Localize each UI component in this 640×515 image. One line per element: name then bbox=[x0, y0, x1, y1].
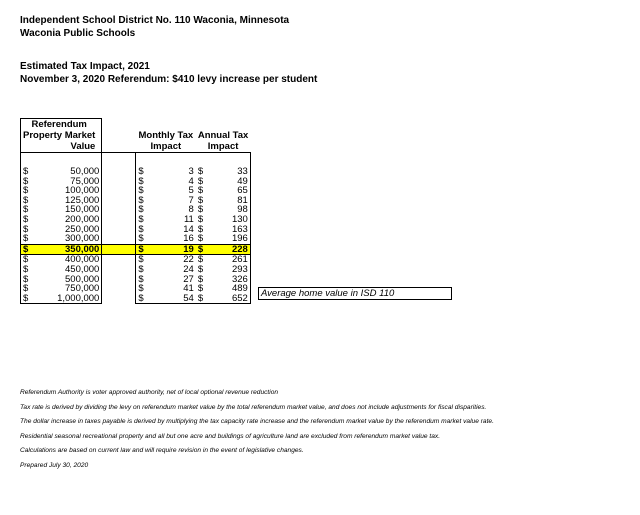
header-annual-line2: Impact bbox=[207, 141, 239, 152]
market-value-cell: 1,000,000 bbox=[35, 294, 102, 304]
tax-impact-table bbox=[20, 118, 251, 304]
annual-impact-cell: 652 bbox=[210, 294, 250, 304]
currency-sign: $ bbox=[21, 196, 36, 206]
document-title: Estimated Tax Impact, 2021 bbox=[20, 61, 150, 72]
monthly-impact-cell: 4 bbox=[188, 175, 194, 187]
table-row bbox=[21, 275, 251, 285]
table-row bbox=[21, 284, 251, 294]
table-row bbox=[21, 294, 251, 304]
market-value-cell: 50,000 bbox=[35, 167, 102, 177]
currency-sign: $ bbox=[136, 265, 150, 275]
market-value-cell: 400,000 bbox=[35, 255, 102, 265]
currency-sign: $ bbox=[197, 254, 204, 266]
annual-impact-cell: 130 bbox=[210, 215, 250, 225]
currency-sign: $ bbox=[197, 185, 204, 197]
prepared-date: Prepared July 30, 2020 bbox=[20, 461, 89, 469]
header-monthly bbox=[136, 119, 196, 153]
currency-sign: $ bbox=[21, 215, 36, 225]
currency-sign: $ bbox=[21, 275, 36, 285]
table-spacer-row bbox=[21, 153, 251, 168]
gap-cell bbox=[102, 215, 136, 225]
annual-impact-cell: 81 bbox=[210, 196, 250, 206]
monthly-impact-cell: 27 bbox=[183, 273, 194, 285]
table-row bbox=[21, 215, 251, 225]
gap-cell bbox=[102, 244, 136, 255]
currency-sign: $ bbox=[197, 263, 204, 275]
header-market-value-line3: Value bbox=[70, 141, 96, 152]
currency-sign: $ bbox=[197, 223, 204, 235]
currency-sign: $ bbox=[21, 234, 36, 244]
currency-sign: $ bbox=[136, 244, 150, 255]
currency-sign: $ bbox=[136, 215, 150, 225]
annual-impact-cell: 98 bbox=[210, 205, 250, 215]
currency-sign: $ bbox=[136, 255, 150, 265]
market-value-cell: 125,000 bbox=[35, 196, 102, 206]
currency-sign: $ bbox=[197, 283, 204, 295]
currency-sign: $ bbox=[21, 186, 36, 196]
monthly-impact-cell: 16 bbox=[183, 233, 194, 245]
currency-sign: $ bbox=[136, 294, 150, 304]
table-header-row bbox=[21, 119, 251, 153]
currency-sign: $ bbox=[197, 166, 204, 177]
gap-cell bbox=[102, 177, 136, 187]
gap-cell bbox=[102, 294, 136, 304]
header-annual bbox=[196, 119, 251, 153]
table-row bbox=[21, 167, 251, 177]
currency-sign: $ bbox=[21, 265, 36, 275]
gap-cell bbox=[102, 205, 136, 215]
currency-sign: $ bbox=[197, 273, 204, 285]
currency-sign: $ bbox=[197, 175, 204, 187]
table-row bbox=[21, 244, 251, 255]
market-value-cell: 350,000 bbox=[35, 244, 102, 255]
footnote: Residential seasonal recreational property and all but one acre and buildings of agriculture land are excluded from referendum market value tax. bbox=[20, 432, 441, 440]
organization-name: Waconia Public Schools bbox=[20, 28, 136, 39]
currency-sign: $ bbox=[197, 233, 204, 245]
currency-sign: $ bbox=[136, 234, 150, 244]
currency-sign: $ bbox=[197, 204, 204, 216]
header-monthly-line1: Monthly Tax bbox=[138, 130, 194, 141]
district-name: Independent School District No. 110 Waconia, Minnesota bbox=[20, 15, 290, 26]
average-home-callout: Average home value in ISD 110 bbox=[258, 287, 452, 300]
footnotes bbox=[20, 389, 494, 477]
gap-cell bbox=[102, 167, 136, 177]
gap-cell bbox=[102, 186, 136, 196]
annual-impact-cell: 228 bbox=[210, 244, 250, 255]
footnote: Tax rate is derived by dividing the levy on referendum market value by the total referendum market value, and does not include adjustments for fiscal disparities. bbox=[20, 403, 487, 411]
currency-sign: $ bbox=[136, 284, 150, 294]
currency-sign: $ bbox=[196, 294, 210, 304]
currency-sign: $ bbox=[21, 205, 36, 215]
market-value-cell: 150,000 bbox=[35, 205, 102, 215]
market-value-cell: 100,000 bbox=[35, 186, 102, 196]
table-row bbox=[21, 186, 251, 196]
market-value-cell: 200,000 bbox=[35, 215, 102, 225]
currency-sign: $ bbox=[21, 244, 36, 255]
monthly-impact-cell: 3 bbox=[188, 166, 194, 177]
market-value-cell: 500,000 bbox=[35, 275, 102, 285]
table-row bbox=[21, 234, 251, 244]
header-monthly-line2: Impact bbox=[150, 141, 182, 152]
market-value-cell: 300,000 bbox=[35, 234, 102, 244]
gap-cell bbox=[102, 275, 136, 285]
market-value-cell: 250,000 bbox=[35, 225, 102, 235]
currency-sign: $ bbox=[21, 177, 36, 187]
annual-impact-cell: 163 bbox=[210, 225, 250, 235]
gap-cell bbox=[102, 234, 136, 244]
monthly-impact-cell: 19 bbox=[150, 244, 196, 255]
gap-cell bbox=[102, 225, 136, 235]
annual-impact-cell: 65 bbox=[210, 186, 250, 196]
currency-sign: $ bbox=[197, 213, 204, 225]
gap-cell bbox=[102, 284, 136, 294]
monthly-impact-cell: 14 bbox=[183, 223, 194, 235]
table-row bbox=[21, 196, 251, 206]
table-row bbox=[21, 225, 251, 235]
currency-sign: $ bbox=[136, 275, 150, 285]
monthly-impact-cell: 5 bbox=[188, 185, 194, 197]
market-value-cell: 450,000 bbox=[35, 265, 102, 275]
currency-sign: $ bbox=[21, 284, 36, 294]
table-row bbox=[21, 177, 251, 187]
gap-cell bbox=[102, 255, 136, 265]
annual-impact-cell: 489 bbox=[210, 284, 250, 294]
monthly-impact-cell: 7 bbox=[188, 194, 194, 206]
annual-impact-cell: 49 bbox=[210, 177, 250, 187]
gap-cell bbox=[102, 265, 136, 275]
annual-impact-cell: 261 bbox=[210, 255, 250, 265]
table-body bbox=[21, 167, 251, 304]
monthly-impact-cell: 8 bbox=[188, 204, 194, 216]
monthly-impact-cell: 22 bbox=[183, 254, 194, 266]
annual-impact-cell: 293 bbox=[210, 265, 250, 275]
currency-sign: $ bbox=[21, 294, 36, 304]
annual-impact-cell: 326 bbox=[210, 275, 250, 285]
header-annual-line1: Annual Tax bbox=[197, 130, 249, 141]
monthly-impact-cell: 41 bbox=[183, 283, 194, 295]
gap-cell bbox=[102, 196, 136, 206]
document-subtitle: November 3, 2020 Referendum: $410 levy increase per student bbox=[20, 74, 318, 85]
currency-sign: $ bbox=[136, 196, 150, 206]
footnote: Calculations are based on current law and will require revision in the event of legislative changes. bbox=[20, 447, 304, 455]
currency-sign: $ bbox=[136, 167, 150, 177]
annual-impact-cell: 196 bbox=[210, 234, 250, 244]
footnote: Referendum Authority is voter approved authority, net of local optional revenue reduction bbox=[20, 389, 279, 396]
monthly-impact-cell: 11 bbox=[183, 213, 194, 225]
market-value-cell: 750,000 bbox=[35, 284, 102, 294]
header-market-value-line1: Referendum bbox=[31, 119, 87, 130]
currency-sign: $ bbox=[136, 186, 150, 196]
currency-sign: $ bbox=[21, 255, 36, 265]
market-value-cell: 75,000 bbox=[35, 177, 102, 187]
monthly-impact-cell: 54 bbox=[150, 294, 196, 304]
monthly-impact-cell: 24 bbox=[183, 263, 194, 275]
table-row bbox=[21, 205, 251, 215]
currency-sign: $ bbox=[21, 225, 36, 235]
currency-sign: $ bbox=[136, 205, 150, 215]
currency-sign: $ bbox=[136, 177, 150, 187]
header-market-value bbox=[21, 119, 102, 153]
footnote: The dollar increase in taxes payable is derived by multiplying the tax capacity rate increase and the referendum market value by the referendum market value rate. bbox=[20, 418, 494, 426]
currency-sign: $ bbox=[21, 167, 36, 177]
table-row bbox=[21, 265, 251, 275]
header-market-value-line2: Property Market bbox=[23, 130, 96, 141]
currency-sign: $ bbox=[197, 194, 204, 206]
annual-impact-cell: 33 bbox=[210, 167, 250, 177]
currency-sign: $ bbox=[196, 244, 210, 255]
table-row bbox=[21, 255, 251, 265]
currency-sign: $ bbox=[136, 225, 150, 235]
